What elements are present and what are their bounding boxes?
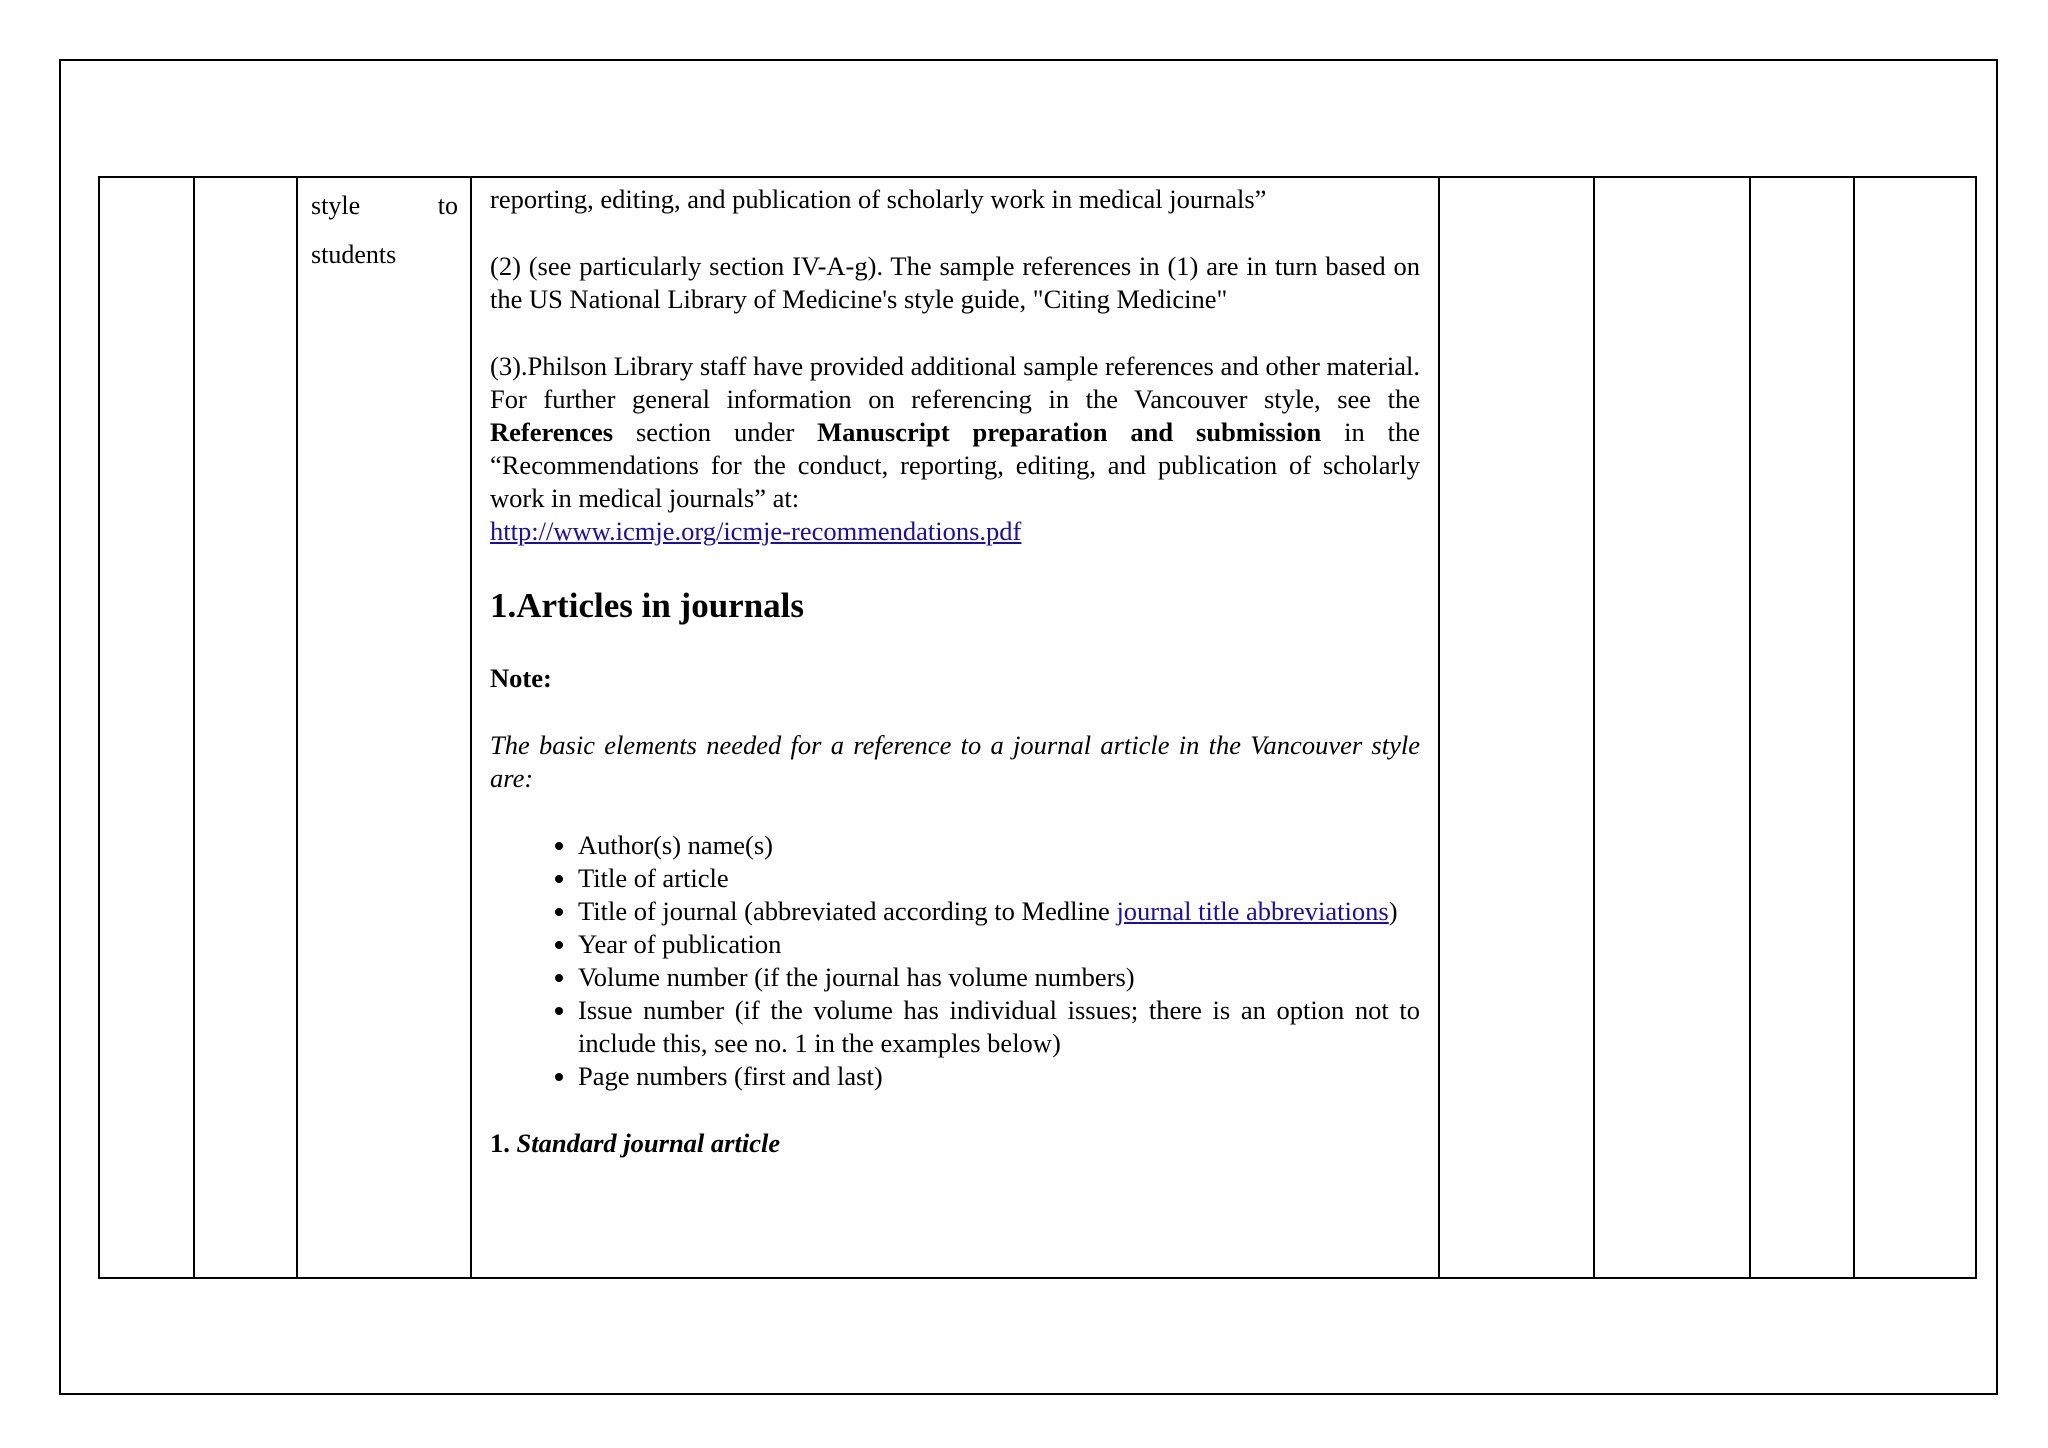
note-label: Note: <box>490 663 552 693</box>
content-table <box>98 176 1977 1279</box>
manuscript-bold: Manuscript preparation and submission <box>817 417 1322 447</box>
section-heading: 1.Articles in journals <box>490 586 805 625</box>
references-bold: References <box>490 417 614 447</box>
list-item: • Page numbers (first and last) <box>578 1060 1420 1093</box>
subject-line <box>311 181 458 230</box>
table-row <box>99 177 1976 1278</box>
content-cell <box>471 177 1439 1278</box>
subject-word-students: students <box>311 240 397 269</box>
list-item: • Author(s) name(s) <box>578 829 1420 862</box>
empty-cell-6 <box>1594 177 1750 1278</box>
elements-list <box>490 829 1420 1093</box>
sub-heading-title: Standard journal article <box>516 1128 781 1158</box>
list-item: • Volume number (if the journal has volume numbers) <box>578 961 1420 994</box>
sub-heading <box>490 1127 1420 1160</box>
sub-heading-number: 1. <box>490 1128 517 1158</box>
paragraph-1: reporting, editing, and publication of scholarly work in medical journals” <box>490 184 1267 214</box>
icmje-link[interactable]: http://www.icmje.org/icmje-recommendations.pdf <box>490 516 1022 546</box>
list-item: • Title of article <box>578 862 1420 895</box>
empty-cell-5 <box>1439 177 1594 1278</box>
list-item-text: Title of journal (abbreviated according to Medline <box>578 896 1117 926</box>
subject-word-to: to <box>437 191 458 220</box>
subject-word-style: style <box>311 191 361 220</box>
list-item-close: ) <box>1388 896 1398 926</box>
paragraph-3-text-c: in the “Recommendations for the conduct, reporting, editing, and publication of scholarly work in medical journals” at: <box>490 417 1420 513</box>
list-item: • Year of publication <box>578 928 1420 961</box>
list-item: • Issue number (if the volume has individual issues; there is an option not to include this, see no. 1 in the examples below) <box>578 994 1420 1060</box>
paragraph-3-text-a: (3).Philson Library staff have provided additional sample references and other material. For further general information on referencing in the Vancouver style, see the <box>490 351 1420 414</box>
journal-abbreviations-link[interactable]: journal title abbreviations <box>1116 896 1389 926</box>
paragraph-3 <box>490 350 1420 548</box>
paragraph-2: (2) (see particularly section IV-A-g). The sample references in (1) are in turn based on the US National Library of Medicine's style guide, "Citing Medicine" <box>490 251 1420 314</box>
paragraph-3-text-b: section under <box>613 417 818 447</box>
intro-text: The basic elements needed for a reference to a journal article in the Vancouver style are: <box>490 730 1420 793</box>
subject-cell <box>297 177 471 1278</box>
empty-cell-8 <box>1854 177 1976 1278</box>
list-item <box>578 895 1420 928</box>
empty-cell-1 <box>99 177 194 1278</box>
empty-cell-2 <box>194 177 297 1278</box>
empty-cell-7 <box>1750 177 1854 1278</box>
